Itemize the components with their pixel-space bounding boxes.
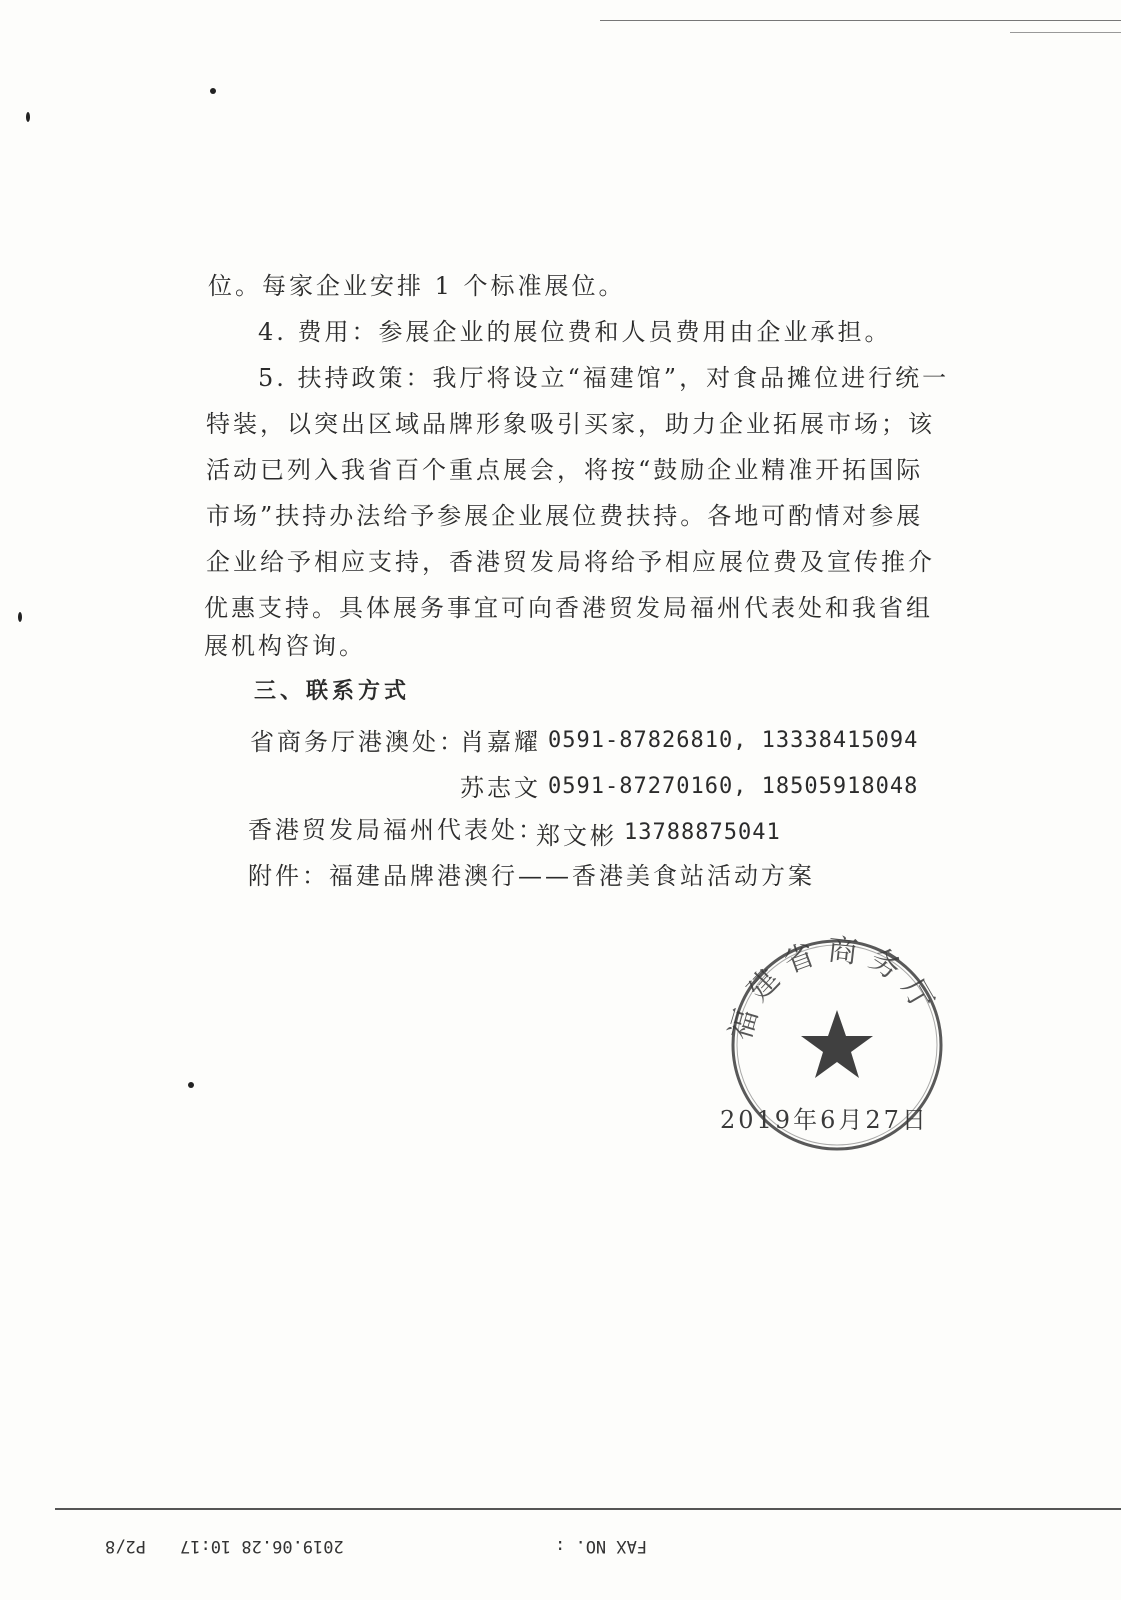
contact-phones: 0591-87826810, 13338415094	[548, 728, 919, 753]
paragraph-line: 企业给予相应支持，香港贸发局将给予相应展位费及宣传推介	[206, 548, 935, 576]
contact-office-label: 省商务厅港澳处：	[250, 728, 466, 756]
paragraph-line: 市场”扶持办法给予参展企业展位费扶持。各地可酌情对参展	[206, 502, 924, 530]
section-heading: 三、联系方式	[254, 679, 411, 704]
contact-name: 苏志文	[460, 774, 541, 802]
top-rule	[600, 20, 1121, 21]
seal-text: 福建省商务厅	[722, 932, 945, 1045]
paragraph-line: 展机构咨询。	[204, 632, 366, 660]
attachment-line: 附件：福建品牌港澳行——香港美食站活动方案	[248, 862, 815, 890]
paragraph-line: 优惠支持。具体展务事宜可向香港贸发局福州代表处和我省组	[204, 594, 933, 622]
fax-page-number: P2/8	[105, 1536, 146, 1556]
paragraph-line: 位。每家企业安排 1 个标准展位。	[208, 272, 626, 300]
paragraph-line: 4. 费用：参展企业的展位费和人员费用由企业承担。	[258, 318, 892, 346]
footer-rule	[55, 1508, 1121, 1510]
fax-timestamp: 2019.06.28 10:17	[180, 1536, 344, 1556]
star-icon	[801, 1010, 873, 1078]
contact-name: 肖嘉耀	[460, 728, 541, 756]
signature-date: 2019年6月27日	[720, 1106, 929, 1134]
contact-office-label: 香港贸发局福州代表处：	[248, 816, 545, 844]
scan-speck	[18, 612, 22, 622]
scan-speck	[26, 112, 30, 122]
contact-phones: 0591-87270160, 18505918048	[548, 774, 919, 799]
fax-number-label: FAX NO. :	[555, 1536, 648, 1556]
scan-speck	[210, 88, 216, 94]
paragraph-line: 活动已列入我省百个重点展会，将按“鼓励企业精准开拓国际	[206, 456, 924, 484]
contact-name: 郑文彬	[536, 822, 617, 850]
scan-speck	[188, 1082, 194, 1088]
top-rule-secondary	[1010, 32, 1121, 33]
contact-phones: 13788875041	[624, 820, 781, 845]
paragraph-line: 特装，以突出区域品牌形象吸引买家，助力企业拓展市场；该	[206, 410, 935, 438]
paragraph-line: 5. 扶持政策：我厅将设立“福建馆”，对食品摊位进行统一	[258, 364, 950, 392]
